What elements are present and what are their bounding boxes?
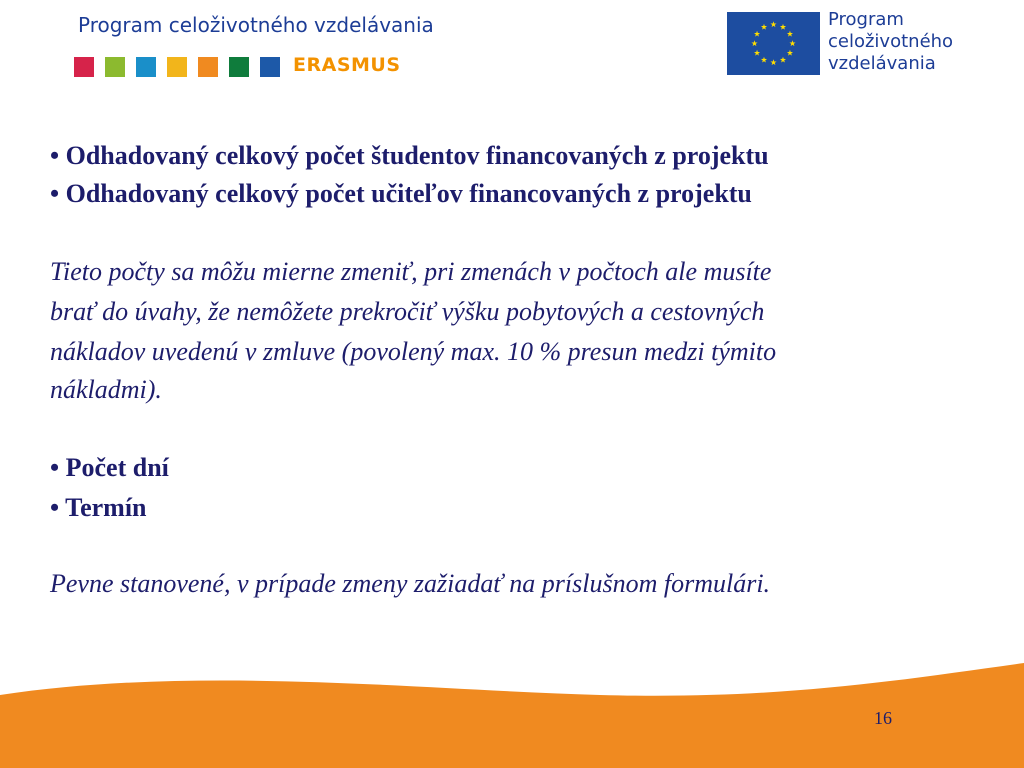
color-square-orange bbox=[198, 57, 218, 77]
page-number: 16 bbox=[874, 708, 892, 728]
eu-flag-icon bbox=[727, 12, 820, 75]
note-line-1: Tieto počty sa môžu mierne zmeniť, pri zmenách v počtoch ale musíte bbox=[50, 257, 772, 286]
logo-line-program: Program bbox=[828, 9, 904, 30]
logo-line-vzdelavania: vzdelávania bbox=[828, 53, 936, 74]
bullet-students: • Odhadovaný celkový počet študentov financovaných z projektu bbox=[50, 141, 769, 170]
bullet-teachers-text: Odhadovaný celkový počet učiteľov financovaných z projektu bbox=[65, 179, 752, 208]
bullet-days-text: Počet dní bbox=[65, 453, 169, 482]
bullet-term: • Termín bbox=[50, 493, 147, 522]
note-line-2: brať do úvahy, že nemôžete prekročiť výšku pobytových a cestovných bbox=[50, 297, 765, 326]
note-line-4: nákladmi). bbox=[50, 375, 162, 404]
footer-wave bbox=[0, 655, 1024, 768]
logo-line-celozivotneho: celoživotného bbox=[828, 31, 954, 52]
bullet-students-text: Odhadovaný celkový počet študentov financovaných z projektu bbox=[65, 141, 769, 170]
color-square-darkblue bbox=[260, 57, 280, 77]
erasmus-label: ERASMUS bbox=[293, 54, 401, 76]
note-fixed: Pevne stanovené, v prípade zmeny zažiadať na príslušnom formulári. bbox=[50, 569, 771, 598]
color-square-darkgreen bbox=[229, 57, 249, 77]
color-square-yellow bbox=[167, 57, 187, 77]
color-square-blue bbox=[136, 57, 156, 77]
bullet-teachers: • Odhadovaný celkový počet učiteľov financovaných z projektu bbox=[50, 179, 752, 208]
logo-text bbox=[828, 9, 953, 75]
bullet-term-text: Termín bbox=[65, 493, 147, 522]
bullet-days: • Počet dní bbox=[50, 453, 169, 482]
color-square-red bbox=[74, 57, 94, 77]
program-title: Program celoživotného vzdelávania bbox=[78, 13, 434, 37]
note-line-3: nákladov uvedenú v zmluve (povolený max. 10 % presun medzi týmito bbox=[50, 337, 777, 366]
color-square-green bbox=[105, 57, 125, 77]
